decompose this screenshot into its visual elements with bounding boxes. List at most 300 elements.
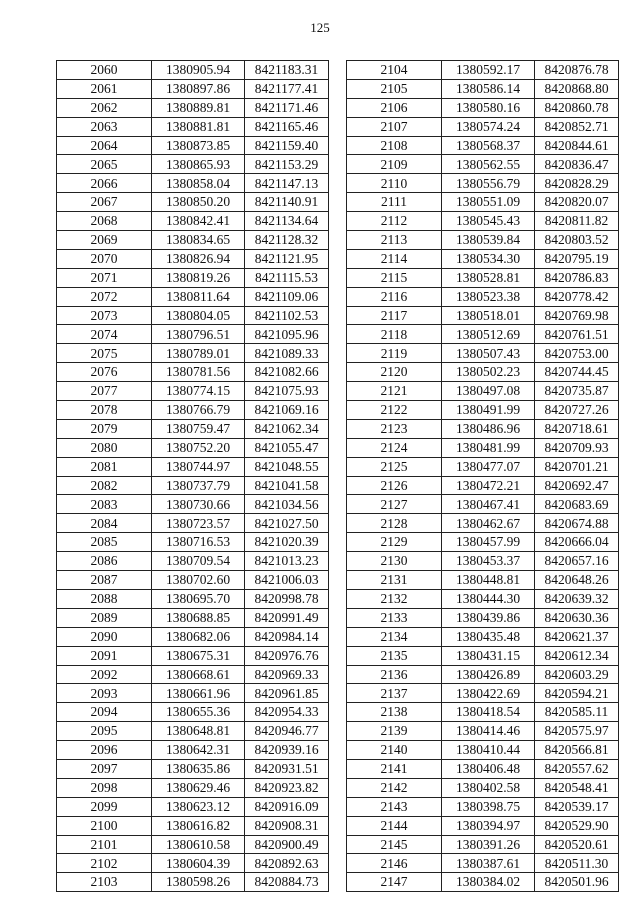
y-coordinate-cell: 8420753.00 (535, 344, 619, 363)
x-coordinate-cell: 1380422.69 (442, 684, 535, 703)
point-number-cell: 2133 (347, 608, 442, 627)
y-coordinate-cell: 8421048.55 (245, 457, 329, 476)
x-coordinate-cell: 1380723.57 (152, 514, 245, 533)
y-coordinate-cell: 8420761.51 (535, 325, 619, 344)
y-coordinate-cell: 8420727.26 (535, 401, 619, 420)
x-coordinate-cell: 1380453.37 (442, 552, 535, 571)
table-row (347, 722, 619, 741)
x-coordinate-cell: 1380604.39 (152, 854, 245, 873)
y-coordinate-cell: 8421075.93 (245, 382, 329, 401)
y-coordinate-cell: 8420946.77 (245, 722, 329, 741)
point-number-cell: 2078 (57, 401, 152, 420)
point-number-cell: 2081 (57, 457, 152, 476)
y-coordinate-cell: 8420511.30 (535, 854, 619, 873)
x-coordinate-cell: 1380737.79 (152, 476, 245, 495)
point-number-cell: 2113 (347, 231, 442, 250)
table-row (57, 571, 329, 590)
x-coordinate-cell: 1380598.26 (152, 873, 245, 892)
table-row (347, 419, 619, 438)
table-row (57, 552, 329, 571)
x-coordinate-cell: 1380435.48 (442, 627, 535, 646)
table-row (347, 98, 619, 117)
point-number-cell: 2103 (57, 873, 152, 892)
x-coordinate-cell: 1380682.06 (152, 627, 245, 646)
x-coordinate-cell: 1380551.09 (442, 193, 535, 212)
y-coordinate-cell: 8420630.36 (535, 608, 619, 627)
point-number-cell: 2114 (347, 249, 442, 268)
table-row (57, 797, 329, 816)
table-row (347, 231, 619, 250)
x-coordinate-cell: 1380486.96 (442, 419, 535, 438)
y-coordinate-cell: 8420674.88 (535, 514, 619, 533)
x-coordinate-cell: 1380905.94 (152, 61, 245, 80)
table-row (57, 457, 329, 476)
point-number-cell: 2140 (347, 741, 442, 760)
x-coordinate-cell: 1380539.84 (442, 231, 535, 250)
point-number-cell: 2129 (347, 533, 442, 552)
x-coordinate-cell: 1380635.86 (152, 759, 245, 778)
point-number-cell: 2060 (57, 61, 152, 80)
y-coordinate-cell: 8420701.21 (535, 457, 619, 476)
point-number-cell: 2106 (347, 98, 442, 117)
y-coordinate-cell: 8420639.32 (535, 589, 619, 608)
table-row (347, 174, 619, 193)
point-number-cell: 2076 (57, 363, 152, 382)
x-coordinate-cell: 1380616.82 (152, 816, 245, 835)
y-coordinate-cell: 8420836.47 (535, 155, 619, 174)
point-number-cell: 2138 (347, 703, 442, 722)
y-coordinate-cell: 8421020.39 (245, 533, 329, 552)
point-number-cell: 2092 (57, 665, 152, 684)
point-number-cell: 2100 (57, 816, 152, 835)
y-coordinate-cell: 8420548.41 (535, 778, 619, 797)
table-row (57, 117, 329, 136)
y-coordinate-cell: 8420976.76 (245, 646, 329, 665)
table-row (347, 646, 619, 665)
x-coordinate-cell: 1380387.61 (442, 854, 535, 873)
x-coordinate-cell: 1380414.46 (442, 722, 535, 741)
x-coordinate-cell: 1380398.75 (442, 797, 535, 816)
table-row (347, 703, 619, 722)
y-coordinate-cell: 8420828.29 (535, 174, 619, 193)
table-row (57, 835, 329, 854)
table-row (57, 363, 329, 382)
point-number-cell: 2119 (347, 344, 442, 363)
table-row (57, 231, 329, 250)
y-coordinate-cell: 8421147.13 (245, 174, 329, 193)
point-number-cell: 2064 (57, 136, 152, 155)
y-coordinate-cell: 8421089.33 (245, 344, 329, 363)
y-coordinate-cell: 8420603.29 (535, 665, 619, 684)
table-row (57, 401, 329, 420)
y-coordinate-cell: 8421109.06 (245, 287, 329, 306)
table-row (347, 306, 619, 325)
y-coordinate-cell: 8421121.95 (245, 249, 329, 268)
x-coordinate-cell: 1380661.96 (152, 684, 245, 703)
table-row (347, 797, 619, 816)
point-number-cell: 2095 (57, 722, 152, 741)
coordinates-table-left (56, 60, 329, 892)
point-number-cell: 2066 (57, 174, 152, 193)
y-coordinate-cell: 8420954.33 (245, 703, 329, 722)
y-coordinate-cell: 8421134.64 (245, 212, 329, 231)
table-row (347, 193, 619, 212)
x-coordinate-cell: 1380568.37 (442, 136, 535, 155)
x-coordinate-cell: 1380462.67 (442, 514, 535, 533)
table-row (57, 155, 329, 174)
point-number-cell: 2073 (57, 306, 152, 325)
table-row (57, 193, 329, 212)
y-coordinate-cell: 8420744.45 (535, 363, 619, 382)
y-coordinate-cell: 8420811.82 (535, 212, 619, 231)
y-coordinate-cell: 8420769.98 (535, 306, 619, 325)
point-number-cell: 2124 (347, 438, 442, 457)
point-number-cell: 2112 (347, 212, 442, 231)
y-coordinate-cell: 8420916.09 (245, 797, 329, 816)
x-coordinate-cell: 1380804.05 (152, 306, 245, 325)
x-coordinate-cell: 1380858.04 (152, 174, 245, 193)
point-number-cell: 2062 (57, 98, 152, 117)
table-row (347, 835, 619, 854)
y-coordinate-cell: 8420539.17 (535, 797, 619, 816)
table-row (57, 741, 329, 760)
table-row (347, 571, 619, 590)
table-row (347, 438, 619, 457)
point-number-cell: 2099 (57, 797, 152, 816)
point-number-cell: 2105 (347, 79, 442, 98)
x-coordinate-cell: 1380695.70 (152, 589, 245, 608)
table-row (347, 249, 619, 268)
table-row (57, 79, 329, 98)
point-number-cell: 2120 (347, 363, 442, 382)
point-number-cell: 2091 (57, 646, 152, 665)
point-number-cell: 2134 (347, 627, 442, 646)
y-coordinate-cell: 8420803.52 (535, 231, 619, 250)
y-coordinate-cell: 8421102.53 (245, 306, 329, 325)
y-coordinate-cell: 8421177.41 (245, 79, 329, 98)
y-coordinate-cell: 8420692.47 (535, 476, 619, 495)
point-number-cell: 2079 (57, 419, 152, 438)
table-row (347, 627, 619, 646)
point-number-cell: 2070 (57, 249, 152, 268)
table-row (347, 514, 619, 533)
point-number-cell: 2084 (57, 514, 152, 533)
point-number-cell: 2065 (57, 155, 152, 174)
table-row (57, 703, 329, 722)
x-coordinate-cell: 1380562.55 (442, 155, 535, 174)
table-row (347, 79, 619, 98)
x-coordinate-cell: 1380391.26 (442, 835, 535, 854)
x-coordinate-cell: 1380410.44 (442, 741, 535, 760)
point-number-cell: 2126 (347, 476, 442, 495)
x-coordinate-cell: 1380865.93 (152, 155, 245, 174)
y-coordinate-cell: 8421041.58 (245, 476, 329, 495)
table-row (347, 155, 619, 174)
table-row (347, 325, 619, 344)
point-number-cell: 2145 (347, 835, 442, 854)
y-coordinate-cell: 8420892.63 (245, 854, 329, 873)
table-row (57, 816, 329, 835)
table-row (57, 344, 329, 363)
table-row (57, 136, 329, 155)
y-coordinate-cell: 8420612.34 (535, 646, 619, 665)
y-coordinate-cell: 8421082.66 (245, 363, 329, 382)
y-coordinate-cell: 8420585.11 (535, 703, 619, 722)
table-row (347, 741, 619, 760)
x-coordinate-cell: 1380766.79 (152, 401, 245, 420)
x-coordinate-cell: 1380502.23 (442, 363, 535, 382)
table-row (57, 533, 329, 552)
x-coordinate-cell: 1380497.08 (442, 382, 535, 401)
point-number-cell: 2075 (57, 344, 152, 363)
y-coordinate-cell: 8420820.07 (535, 193, 619, 212)
x-coordinate-cell: 1380384.02 (442, 873, 535, 892)
x-coordinate-cell: 1380759.47 (152, 419, 245, 438)
table-row (347, 117, 619, 136)
point-number-cell: 2072 (57, 287, 152, 306)
x-coordinate-cell: 1380781.56 (152, 363, 245, 382)
x-coordinate-cell: 1380402.58 (442, 778, 535, 797)
x-coordinate-cell: 1380668.61 (152, 665, 245, 684)
point-number-cell: 2137 (347, 684, 442, 703)
y-coordinate-cell: 8421055.47 (245, 438, 329, 457)
table-row (57, 589, 329, 608)
y-coordinate-cell: 8420876.78 (535, 61, 619, 80)
x-coordinate-cell: 1380730.66 (152, 495, 245, 514)
point-number-cell: 2086 (57, 552, 152, 571)
x-coordinate-cell: 1380642.31 (152, 741, 245, 760)
y-coordinate-cell: 8420520.61 (535, 835, 619, 854)
x-coordinate-cell: 1380610.58 (152, 835, 245, 854)
table-row (57, 514, 329, 533)
point-number-cell: 2069 (57, 231, 152, 250)
x-coordinate-cell: 1380796.51 (152, 325, 245, 344)
y-coordinate-cell: 8421006.03 (245, 571, 329, 590)
y-coordinate-cell: 8420529.90 (535, 816, 619, 835)
y-coordinate-cell: 8421159.40 (245, 136, 329, 155)
point-number-cell: 2080 (57, 438, 152, 457)
x-coordinate-cell: 1380426.89 (442, 665, 535, 684)
y-coordinate-cell: 8420575.97 (535, 722, 619, 741)
table-row (57, 722, 329, 741)
x-coordinate-cell: 1380418.54 (442, 703, 535, 722)
x-coordinate-cell: 1380850.20 (152, 193, 245, 212)
y-coordinate-cell: 8420908.31 (245, 816, 329, 835)
y-coordinate-cell: 8421171.46 (245, 98, 329, 117)
y-coordinate-cell: 8420868.80 (535, 79, 619, 98)
x-coordinate-cell: 1380629.46 (152, 778, 245, 797)
point-number-cell: 2063 (57, 117, 152, 136)
point-number-cell: 2139 (347, 722, 442, 741)
y-coordinate-cell: 8421013.23 (245, 552, 329, 571)
x-coordinate-cell: 1380709.54 (152, 552, 245, 571)
point-number-cell: 2068 (57, 212, 152, 231)
point-number-cell: 2107 (347, 117, 442, 136)
table-row (57, 665, 329, 684)
table-row (347, 287, 619, 306)
point-number-cell: 2146 (347, 854, 442, 873)
point-number-cell: 2118 (347, 325, 442, 344)
table-row (347, 778, 619, 797)
y-coordinate-cell: 8421115.53 (245, 268, 329, 287)
y-coordinate-cell: 8421165.46 (245, 117, 329, 136)
table-row (57, 306, 329, 325)
point-number-cell: 2087 (57, 571, 152, 590)
point-number-cell: 2123 (347, 419, 442, 438)
y-coordinate-cell: 8420666.04 (535, 533, 619, 552)
point-number-cell: 2094 (57, 703, 152, 722)
table-row (57, 325, 329, 344)
x-coordinate-cell: 1380834.65 (152, 231, 245, 250)
y-coordinate-cell: 8421069.16 (245, 401, 329, 420)
point-number-cell: 2131 (347, 571, 442, 590)
y-coordinate-cell: 8420795.19 (535, 249, 619, 268)
y-coordinate-cell: 8420786.83 (535, 268, 619, 287)
table-row (57, 438, 329, 457)
point-number-cell: 2117 (347, 306, 442, 325)
point-number-cell: 2102 (57, 854, 152, 873)
point-number-cell: 2144 (347, 816, 442, 835)
x-coordinate-cell: 1380406.48 (442, 759, 535, 778)
x-coordinate-cell: 1380467.41 (442, 495, 535, 514)
table-row (347, 61, 619, 80)
point-number-cell: 2090 (57, 627, 152, 646)
table-row (347, 816, 619, 835)
table-row (347, 382, 619, 401)
point-number-cell: 2141 (347, 759, 442, 778)
table-row (57, 684, 329, 703)
y-coordinate-cell: 8420683.69 (535, 495, 619, 514)
y-coordinate-cell: 8420501.96 (535, 873, 619, 892)
point-number-cell: 2142 (347, 778, 442, 797)
x-coordinate-cell: 1380774.15 (152, 382, 245, 401)
table-row (347, 684, 619, 703)
x-coordinate-cell: 1380623.12 (152, 797, 245, 816)
x-coordinate-cell: 1380431.15 (442, 646, 535, 665)
y-coordinate-cell: 8421062.34 (245, 419, 329, 438)
x-coordinate-cell: 1380481.99 (442, 438, 535, 457)
table-row (347, 476, 619, 495)
x-coordinate-cell: 1380523.38 (442, 287, 535, 306)
y-coordinate-cell: 8421027.50 (245, 514, 329, 533)
table-row (57, 476, 329, 495)
x-coordinate-cell: 1380394.97 (442, 816, 535, 835)
x-coordinate-cell: 1380889.81 (152, 98, 245, 117)
x-coordinate-cell: 1380688.85 (152, 608, 245, 627)
table-row (347, 401, 619, 420)
x-coordinate-cell: 1380716.53 (152, 533, 245, 552)
x-coordinate-cell: 1380528.81 (442, 268, 535, 287)
point-number-cell: 2082 (57, 476, 152, 495)
point-number-cell: 2122 (347, 401, 442, 420)
y-coordinate-cell: 8420709.93 (535, 438, 619, 457)
table-row (347, 457, 619, 476)
y-coordinate-cell: 8420884.73 (245, 873, 329, 892)
x-coordinate-cell: 1380826.94 (152, 249, 245, 268)
x-coordinate-cell: 1380534.30 (442, 249, 535, 268)
table-row (57, 759, 329, 778)
x-coordinate-cell: 1380507.43 (442, 344, 535, 363)
x-coordinate-cell: 1380789.01 (152, 344, 245, 363)
y-coordinate-cell: 8421095.96 (245, 325, 329, 344)
table-row (347, 665, 619, 684)
x-coordinate-cell: 1380439.86 (442, 608, 535, 627)
coordinates-table-right (346, 60, 619, 892)
x-coordinate-cell: 1380472.21 (442, 476, 535, 495)
y-coordinate-cell: 8420984.14 (245, 627, 329, 646)
y-coordinate-cell: 8420860.78 (535, 98, 619, 117)
x-coordinate-cell: 1380580.16 (442, 98, 535, 117)
x-coordinate-cell: 1380457.99 (442, 533, 535, 552)
x-coordinate-cell: 1380448.81 (442, 571, 535, 590)
point-number-cell: 2104 (347, 61, 442, 80)
y-coordinate-cell: 8421153.29 (245, 155, 329, 174)
y-coordinate-cell: 8420852.71 (535, 117, 619, 136)
table-row (57, 608, 329, 627)
y-coordinate-cell: 8421128.32 (245, 231, 329, 250)
x-coordinate-cell: 1380702.60 (152, 571, 245, 590)
table-row (347, 212, 619, 231)
y-coordinate-cell: 8420778.42 (535, 287, 619, 306)
x-coordinate-cell: 1380574.24 (442, 117, 535, 136)
x-coordinate-cell: 1380675.31 (152, 646, 245, 665)
point-number-cell: 2093 (57, 684, 152, 703)
x-coordinate-cell: 1380897.86 (152, 79, 245, 98)
table-row (347, 608, 619, 627)
page-number: 125 (310, 20, 330, 35)
x-coordinate-cell: 1380881.81 (152, 117, 245, 136)
point-number-cell: 2083 (57, 495, 152, 514)
table-row (57, 778, 329, 797)
table-row (57, 212, 329, 231)
point-number-cell: 2115 (347, 268, 442, 287)
point-number-cell: 2071 (57, 268, 152, 287)
table-row (57, 419, 329, 438)
table-row (57, 646, 329, 665)
x-coordinate-cell: 1380655.36 (152, 703, 245, 722)
coordinates-table-body (57, 61, 329, 892)
x-coordinate-cell: 1380648.81 (152, 722, 245, 741)
x-coordinate-cell: 1380752.20 (152, 438, 245, 457)
table-row (57, 249, 329, 268)
table-row (347, 873, 619, 892)
table-row (347, 363, 619, 382)
point-number-cell: 2136 (347, 665, 442, 684)
table-row (347, 533, 619, 552)
y-coordinate-cell: 8420657.16 (535, 552, 619, 571)
point-number-cell: 2132 (347, 589, 442, 608)
y-coordinate-cell: 8420969.33 (245, 665, 329, 684)
table-row (347, 136, 619, 155)
table-row (347, 552, 619, 571)
x-coordinate-cell: 1380842.41 (152, 212, 245, 231)
y-coordinate-cell: 8421140.91 (245, 193, 329, 212)
y-coordinate-cell: 8420998.78 (245, 589, 329, 608)
point-number-cell: 2143 (347, 797, 442, 816)
point-number-cell: 2097 (57, 759, 152, 778)
point-number-cell: 2125 (347, 457, 442, 476)
y-coordinate-cell: 8421183.31 (245, 61, 329, 80)
y-coordinate-cell: 8420566.81 (535, 741, 619, 760)
point-number-cell: 2077 (57, 382, 152, 401)
x-coordinate-cell: 1380491.99 (442, 401, 535, 420)
y-coordinate-cell: 8420735.87 (535, 382, 619, 401)
point-number-cell: 2111 (347, 193, 442, 212)
table-row (57, 287, 329, 306)
point-number-cell: 2061 (57, 79, 152, 98)
coordinates-table-body (347, 61, 619, 892)
y-coordinate-cell: 8420594.21 (535, 684, 619, 703)
